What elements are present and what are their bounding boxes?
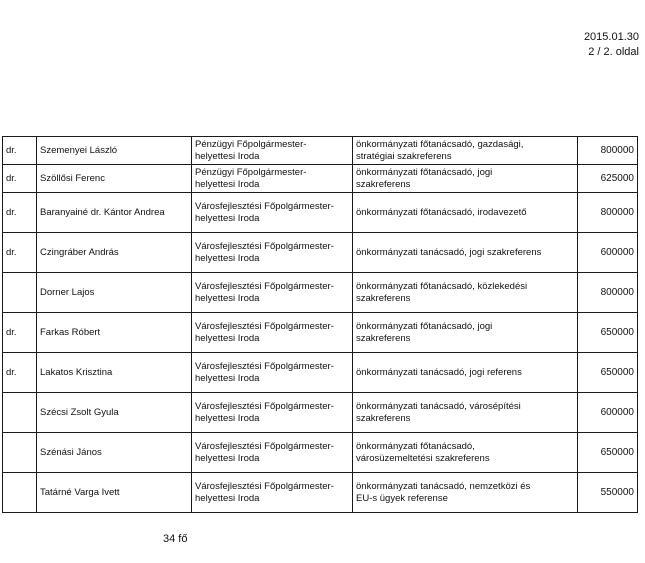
table-row <box>3 233 638 273</box>
salary-cell: 800000 <box>578 193 638 233</box>
table-row <box>3 473 638 513</box>
salary-cell: 625000 <box>578 165 638 193</box>
name-cell: Czingráber András <box>37 233 192 273</box>
name-cell: Szöllősi Ferenc <box>37 165 192 193</box>
position-line: önkormányzati főtanácsadó, jogi <box>356 320 493 332</box>
name-cell: Farkas Róbert <box>37 313 192 353</box>
page-number: 2 / 2. oldal <box>588 46 639 58</box>
name-cell: Szécsi Zsolt Gyula <box>37 393 192 433</box>
name-cell: Szénási János <box>37 433 192 473</box>
table-row <box>3 393 638 433</box>
department-cell <box>192 165 353 193</box>
title-cell: dr. <box>3 313 37 353</box>
position-line: önkormányzati tanácsadó, jogi referens <box>356 366 522 378</box>
position-line: önkormányzati főtanácsadó, <box>356 440 475 452</box>
department-line: Pénzügyi Főpolgármester- <box>195 166 307 178</box>
position-cell <box>353 137 578 165</box>
table-row <box>3 193 638 233</box>
title-cell <box>3 473 37 513</box>
department-cell <box>192 273 353 313</box>
title-cell <box>3 273 37 313</box>
department-cell <box>192 393 353 433</box>
position-cell <box>353 233 578 273</box>
department-cell <box>192 233 353 273</box>
title-cell <box>3 393 37 433</box>
department-line: helyettesi Iroda <box>195 178 260 190</box>
position-cell <box>353 165 578 193</box>
position-line: önkormányzati főtanácsadó, irodavezető <box>356 206 527 218</box>
table-row <box>3 273 638 313</box>
name-cell: Szemenyei László <box>37 137 192 165</box>
salary-cell: 550000 <box>578 473 638 513</box>
department-line: Városfejlesztési Főpolgármester- <box>195 360 334 372</box>
department-line: helyettesi Iroda <box>195 372 260 384</box>
table-row <box>3 165 638 193</box>
position-line: önkormányzati főtanácsadó, jogi <box>356 166 493 178</box>
name-cell: Tatárné Varga Ivett <box>37 473 192 513</box>
position-cell <box>353 393 578 433</box>
department-cell <box>192 313 353 353</box>
staff-total: 34 fő <box>163 533 188 545</box>
department-line: Városfejlesztési Főpolgármester- <box>195 480 334 492</box>
department-cell <box>192 433 353 473</box>
position-cell <box>353 353 578 393</box>
position-line: önkormányzati főtanácsadó, közlekedési <box>356 280 528 292</box>
department-line: Pénzügyi Főpolgármester- <box>195 138 307 150</box>
department-line: helyettesi Iroda <box>195 292 260 304</box>
document-date: 2015.01.30 <box>583 31 639 43</box>
title-cell: dr. <box>3 353 37 393</box>
position-cell <box>353 433 578 473</box>
salary-cell: 600000 <box>578 393 638 433</box>
department-cell <box>192 193 353 233</box>
department-line: Városfejlesztési Főpolgármester- <box>195 440 334 452</box>
salary-cell: 600000 <box>578 233 638 273</box>
department-line: Városfejlesztési Főpolgármester- <box>195 320 334 332</box>
table-row <box>3 353 638 393</box>
department-line: helyettesi Iroda <box>195 452 260 464</box>
position-cell <box>353 193 578 233</box>
department-line: Városfejlesztési Főpolgármester- <box>195 240 334 252</box>
salary-cell: 650000 <box>578 433 638 473</box>
title-cell: dr. <box>3 137 37 165</box>
department-line: helyettesi Iroda <box>195 492 260 504</box>
position-line: önkormányzati tanácsadó, városépítési <box>356 400 521 412</box>
department-cell <box>192 353 353 393</box>
department-cell <box>192 137 353 165</box>
department-cell <box>192 473 353 513</box>
position-line: önkormányzati tanácsadó, jogi szakreferens <box>356 246 542 258</box>
department-line: Városfejlesztési Főpolgármester- <box>195 280 334 292</box>
salary-cell: 800000 <box>578 273 638 313</box>
position-line: önkormányzati tanácsadó, nemzetközi és <box>356 480 531 492</box>
table-row <box>3 433 638 473</box>
name-cell: Dorner Lajos <box>37 273 192 313</box>
name-cell: Lakatos Krisztina <box>37 353 192 393</box>
department-line: helyettesi Iroda <box>195 252 260 264</box>
page-header <box>584 30 639 60</box>
position-cell <box>353 273 578 313</box>
title-cell <box>3 433 37 473</box>
position-line: szakreferens <box>356 412 411 424</box>
department-line: Városfejlesztési Főpolgármester- <box>195 200 334 212</box>
title-cell: dr. <box>3 233 37 273</box>
staff-table <box>2 136 638 513</box>
department-line: helyettesi Iroda <box>195 212 260 224</box>
position-cell <box>353 473 578 513</box>
department-line: helyettesi Iroda <box>195 150 260 162</box>
position-line: stratégiai szakreferens <box>356 150 452 162</box>
department-line: helyettesi Iroda <box>195 412 260 424</box>
salary-cell: 650000 <box>578 353 638 393</box>
title-cell: dr. <box>3 193 37 233</box>
position-cell <box>353 313 578 353</box>
position-line: önkormányzati főtanácsadó, gazdasági, <box>356 138 524 150</box>
table-row <box>3 137 638 165</box>
name-cell: Baranyainé dr. Kántor Andrea <box>37 193 192 233</box>
department-line: helyettesi Iroda <box>195 332 260 344</box>
position-line: szakreferens <box>356 292 411 304</box>
position-line: szakreferens <box>356 332 411 344</box>
position-line: városüzemeltetési szakreferens <box>356 452 490 464</box>
position-line: szakreferens <box>356 178 411 190</box>
title-cell: dr. <box>3 165 37 193</box>
department-line: Városfejlesztési Főpolgármester- <box>195 400 334 412</box>
salary-cell: 800000 <box>578 137 638 165</box>
table-row <box>3 313 638 353</box>
salary-cell: 650000 <box>578 313 638 353</box>
position-line: EU-s ügyek referense <box>356 492 448 504</box>
